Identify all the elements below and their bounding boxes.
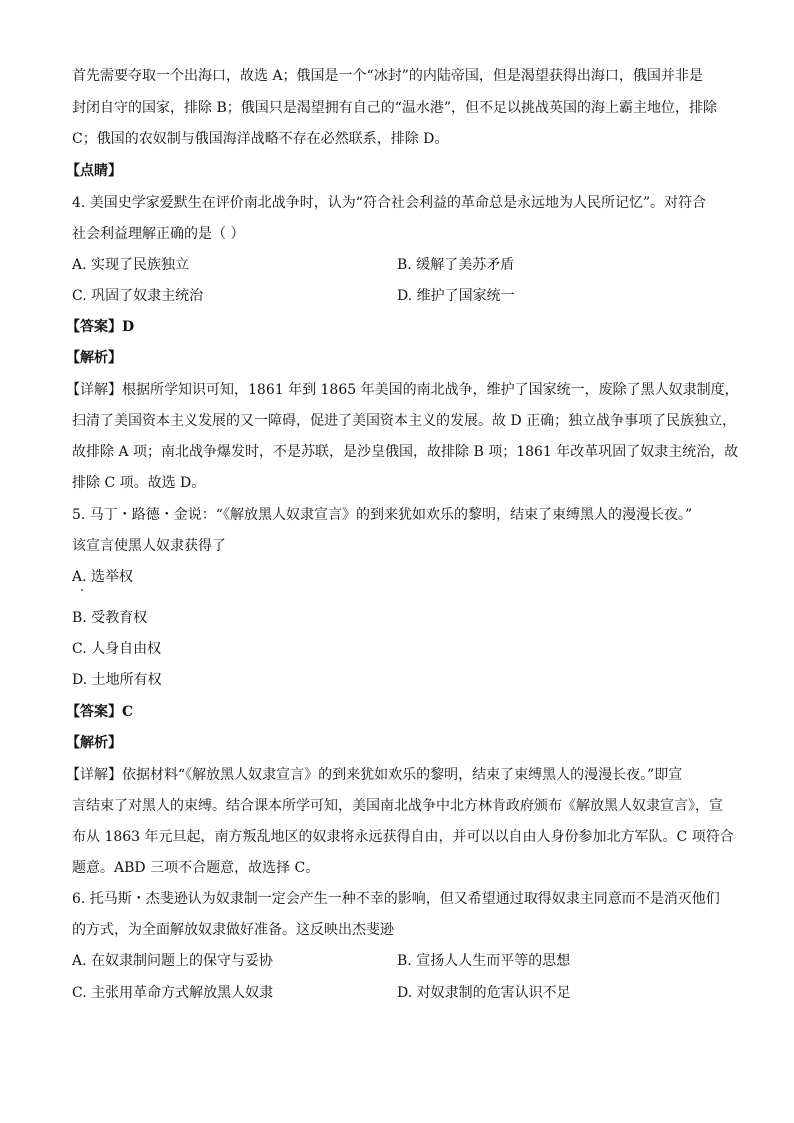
prev-analysis-line-2: 封闭自守的国家，排除 B；俄国只是渴望拥有自己的“温水港”，但不足以挑战英国的海上霸主地位，排除 — [72, 100, 718, 116]
q6-option-c: C. 主张用革命方式解放黑人奴隶 — [72, 985, 274, 1001]
q4-option-d: D. 维护了国家统一 — [397, 288, 515, 304]
q4-analysis-tag: 【解析】 — [66, 350, 122, 366]
q4-detail-line-2: 扫清了美国资本主义发展的又一障碍，促进了美国资本主义的发展。故 D 正确；独立战争事项了民族独立， — [72, 413, 737, 429]
q4-detail-line-3: 故排除 A 项；南北战争爆发时，不是苏联，是沙皇俄国，故排除 B 项；1861 年改革巩固了奴隶主统治，故 — [72, 444, 739, 460]
q5-analysis-tag: 【解析】 — [66, 735, 122, 751]
q5-stem-line-1: 5. 马丁・路德・金说：“《解放黑人奴隶宣言》的到来犹如欢乐的黎明，结束了束缚黑人的漫漫长夜。” — [72, 507, 693, 523]
comment-tag: 【点睛】 — [66, 163, 122, 179]
q6-stem-line-1: 6. 托马斯・杰斐逊认为奴隶制一定会产生一种不幸的影响，但又希望通过取得奴隶主同意而不是消灭他们 — [72, 891, 720, 907]
q6-option-b: B. 宣扬人人生而平等的思想 — [397, 953, 571, 969]
q4-detail-line-1: 【详解】根据所学知识可知，1861 年到 1865 年美国的南北战争，维护了国家统一，废除了黑人奴隶制度， — [66, 382, 739, 398]
q5-option-a: A. 选举权 — [72, 569, 134, 585]
q4-stem-line-2: 社会利益理解正确的是（ ） — [72, 226, 245, 242]
q5-detail-line-4: 题意。ABD 三项不合题意，故选择 C。 — [72, 860, 320, 876]
q5-option-b: B. 受教育权 — [72, 610, 148, 626]
q5-detail-line-1: 【详解】依据材料“《解放黑人奴隶宣言》的到来犹如欢乐的黎明，结束了束缚黑人的漫漫长夜。”即宣 — [66, 767, 683, 783]
q4-detail-line-4: 排除 C 项。故选 D。 — [72, 475, 206, 491]
q4-answer: 【答案】D — [66, 319, 135, 335]
q4-option-a: A. 实现了民族独立 — [72, 257, 190, 273]
q4-stem-line-1: 4. 美国史学家爱默生在评价南北战争时，认为“符合社会利益的革命总是永远地为人民所记忆”。对符合 — [72, 195, 707, 211]
q4-option-b: B. 缓解了美苏矛盾 — [397, 257, 515, 273]
prev-analysis-line-1: 首先需要夺取一个出海口，故选 A；俄国是一个“冰封”的内陆帝国，但是渴望获得出海口，俄国并非是 — [72, 68, 703, 84]
q5-option-c: C. 人身自由权 — [72, 641, 162, 657]
q5-stem-line-2: 该宣言使黑人奴隶获得了 — [72, 538, 226, 554]
q6-stem-line-2: 的方式，为全面解放奴隶做好准备。这反映出杰斐逊 — [72, 922, 394, 938]
q5-answer: 【答案】C — [66, 704, 134, 720]
q5-detail-line-3: 布从 1863 年元旦起，南方叛乱地区的奴隶将永远获得自由，并可以以自由人身份参加北方军队。C 项符合 — [72, 829, 734, 845]
q6-option-d: D. 对奴隶制的危害认识不足 — [397, 985, 571, 1001]
prev-analysis-line-3: C；俄国的农奴制与俄国海洋战略不存在必然联系，排除 D。 — [72, 131, 449, 147]
stray-dot — [81, 589, 83, 591]
q6-option-a: A. 在奴隶制问题上的保守与妥协 — [72, 953, 274, 969]
q5-option-d: D. 土地所有权 — [72, 672, 162, 688]
q4-option-c: C. 巩固了奴隶主统治 — [72, 288, 204, 304]
q5-detail-line-2: 言结束了对黑人的束缚。结合课本所学可知，美国南北战争中北方林肯政府颁布《解放黑人奴隶宣言》，宣 — [72, 798, 723, 814]
